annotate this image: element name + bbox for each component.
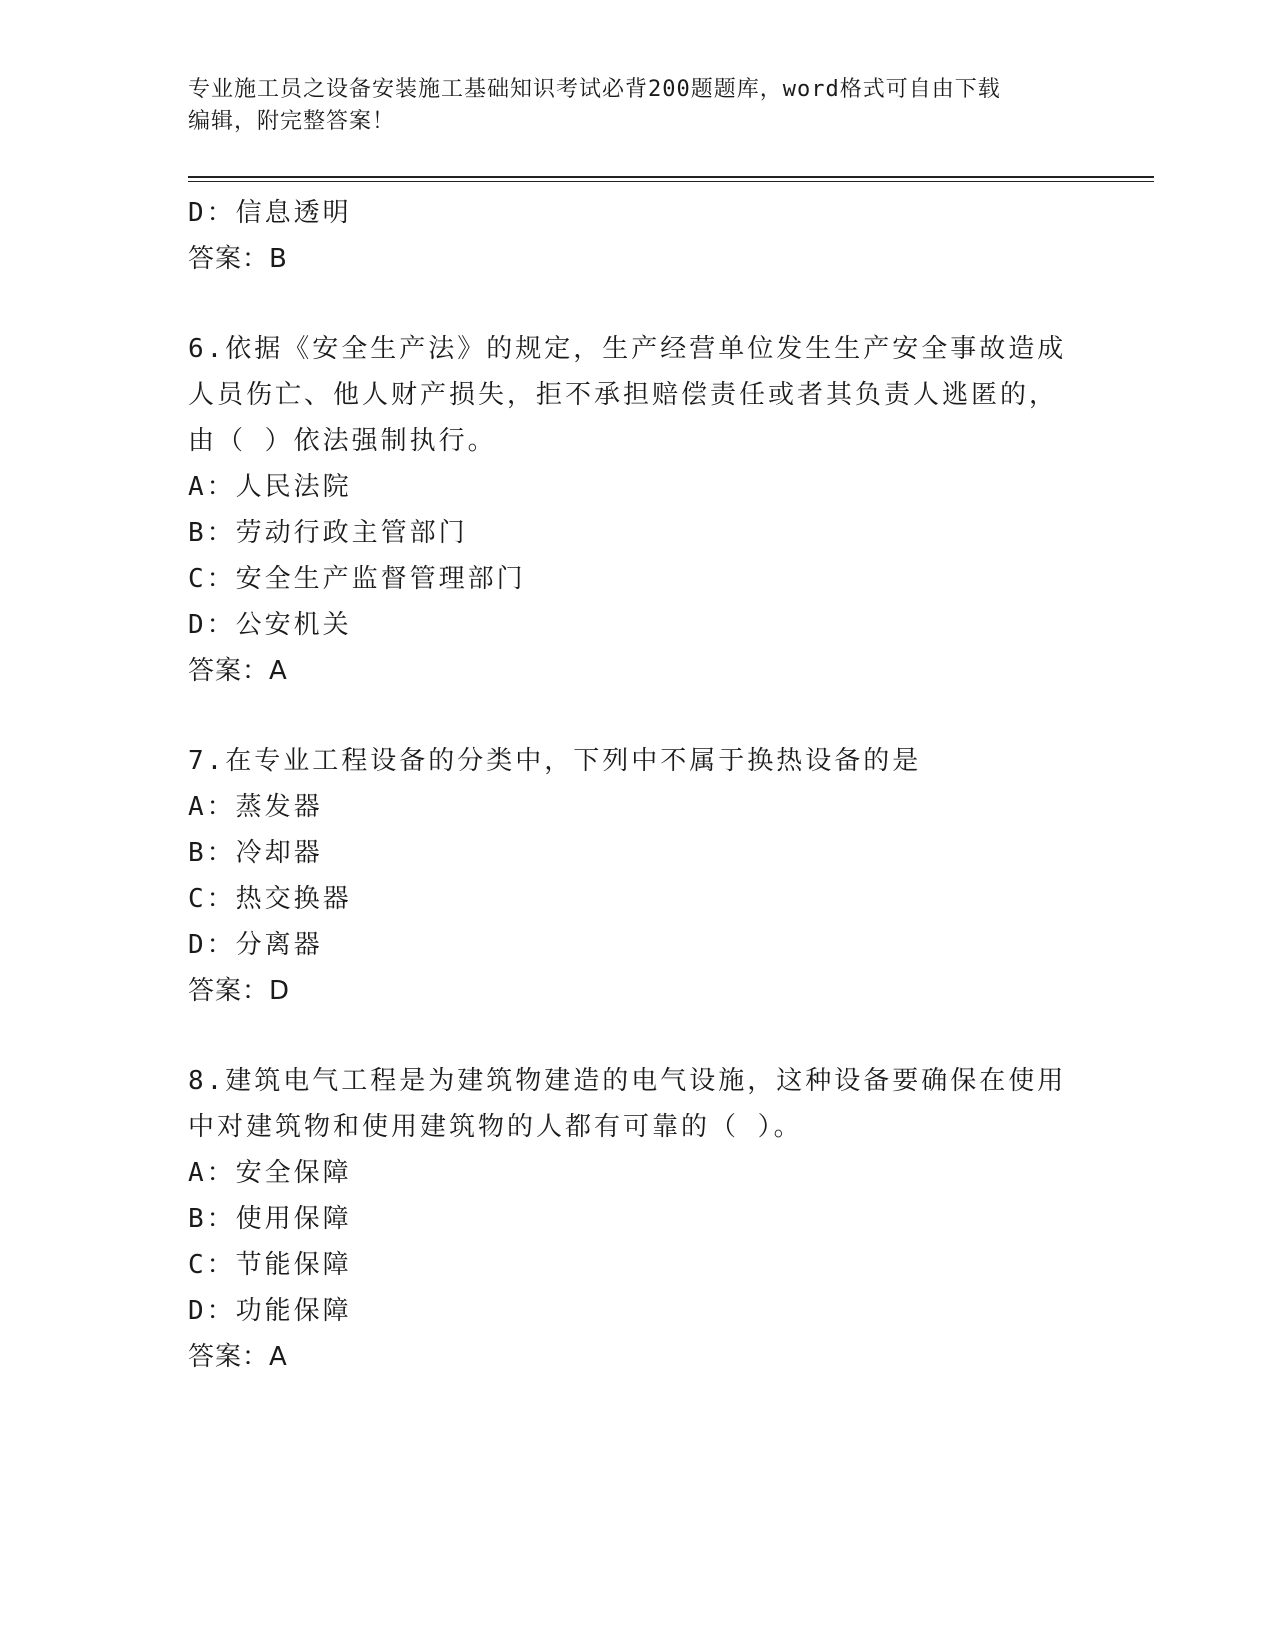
option-c: C：安全生产监督管理部门	[188, 564, 526, 594]
question-stem-line: 由（ ）依法强制执行。	[188, 426, 497, 456]
option-a: A：安全保障	[188, 1158, 352, 1188]
option-c: C：热交换器	[188, 884, 352, 914]
option-b: B：使用保障	[188, 1204, 352, 1234]
option-d: D：功能保障	[188, 1296, 352, 1326]
option-b: B：冷却器	[188, 838, 323, 868]
option-c: C：节能保障	[188, 1250, 352, 1280]
question-spacer	[188, 694, 1088, 738]
document-header	[188, 74, 1088, 138]
question-6	[188, 326, 1088, 694]
question-list	[188, 190, 1088, 1380]
answer-label: 答案：A	[188, 656, 288, 686]
option-d: D：分离器	[188, 930, 323, 960]
header-title-line-1: 专业施工员之设备安装施工基础知识考试必背200题题库，word格式可自由下载	[188, 77, 1001, 102]
question-spacer	[188, 282, 1088, 326]
option-a: A：人民法院	[188, 472, 352, 502]
answer-label: 答案：B	[188, 244, 288, 274]
question-stem-line: 8.建筑电气工程是为建筑物建造的电气设施，这种设备要确保在使用	[188, 1066, 1067, 1096]
option-b: B：劳动行政主管部门	[188, 518, 468, 548]
header-title-line-2: 编辑，附完整答案！	[188, 109, 396, 134]
question-spacer	[188, 1014, 1088, 1058]
question-stem-line: 7.在专业工程设备的分类中，下列中不属于换热设备的是	[188, 746, 922, 776]
header-divider-thin	[188, 181, 1154, 182]
answer-label: 答案：D	[188, 976, 291, 1006]
option-a: A：蒸发器	[188, 792, 323, 822]
option-d: D：信息透明	[188, 198, 352, 228]
question-stem-line: 6.依据《安全生产法》的规定，生产经营单位发生生产安全事故造成	[188, 334, 1067, 364]
header-divider-thick	[188, 176, 1154, 178]
answer-label: 答案：A	[188, 1342, 288, 1372]
question-stem-line: 人员伤亡、他人财产损失，拒不承担赔偿责任或者其负责人逃匿的，	[188, 380, 1059, 410]
question-7	[188, 738, 1088, 1014]
question-5	[188, 190, 1088, 282]
option-d: D：公安机关	[188, 610, 352, 640]
question-stem-line: 中对建筑物和使用建筑物的人都有可靠的（ ）。	[188, 1112, 803, 1142]
question-8	[188, 1058, 1088, 1380]
